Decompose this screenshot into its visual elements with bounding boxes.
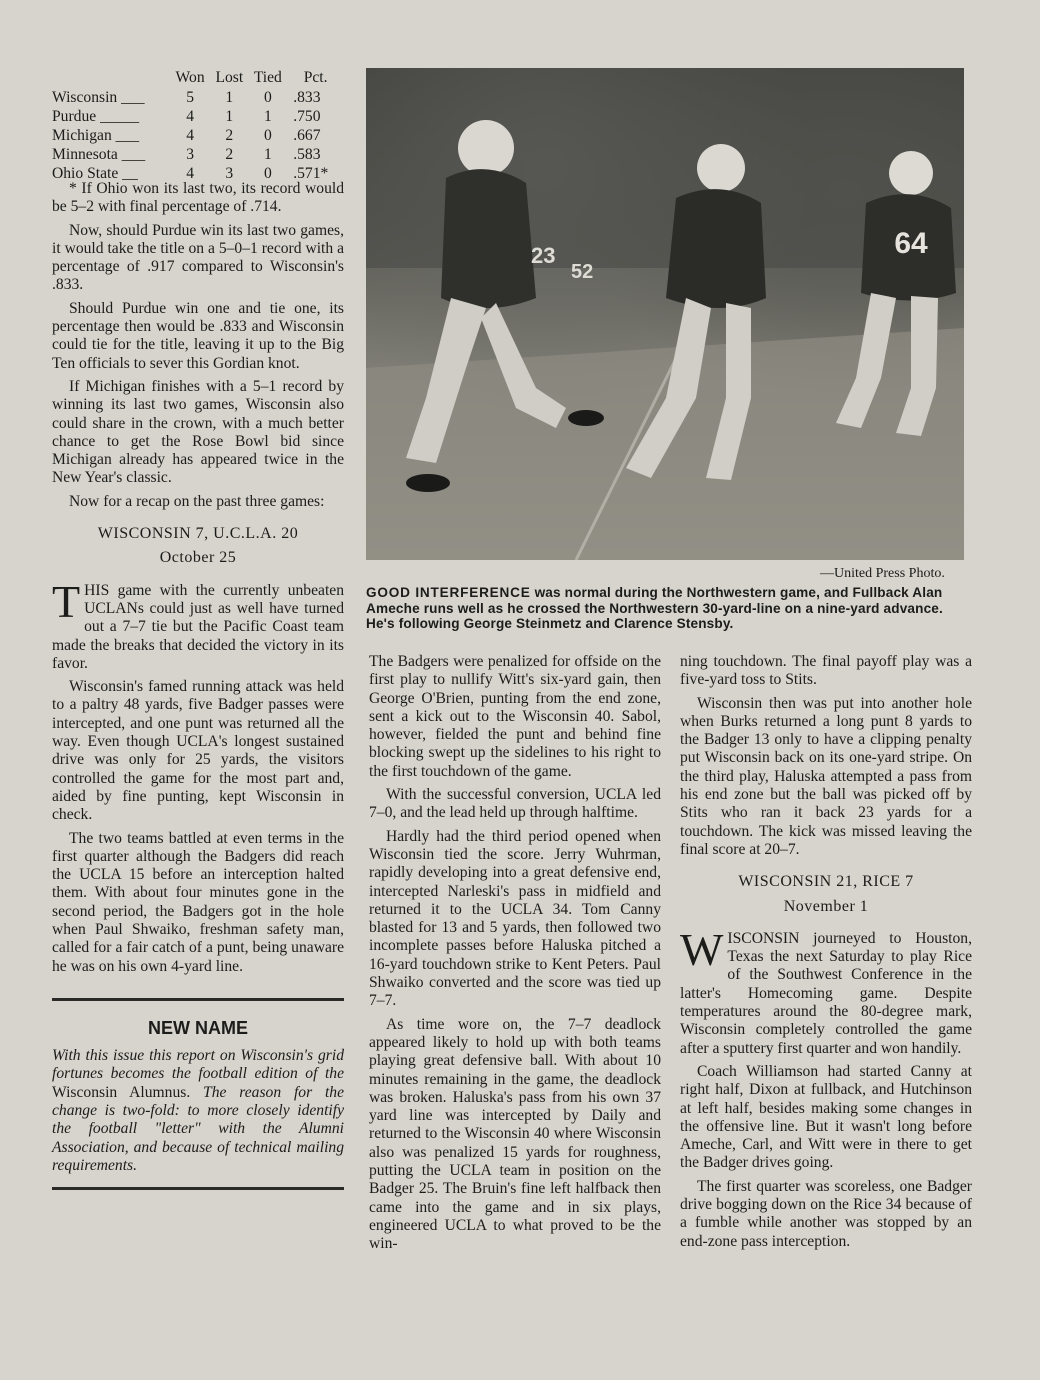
body-paragraph: Coach Williamson had started Canny at right half, Dixon at fullback, and Hutchinson at left half, besides making some changes in the offensive line. But it wasn't long before Ameche, Carl, and Witt were in there to get the Badger drives going. <box>680 1062 972 1172</box>
team-name: Wisconsin ___ <box>52 89 145 106</box>
col-header-won: Won <box>175 69 205 86</box>
divider-rule <box>52 998 344 1001</box>
tied-cell: 0 <box>263 89 272 106</box>
body-paragraph: With the successful conversion, UCLA led 7–0, and the lead held up through halftime. <box>369 786 661 822</box>
column-1 <box>52 180 344 1190</box>
lost-cell: 1 <box>225 108 234 125</box>
standings-table <box>52 68 344 183</box>
lost-cell: 1 <box>225 89 234 106</box>
column-2 <box>369 653 661 1259</box>
won-cell: 5 <box>186 89 194 106</box>
lost-cell: 3 <box>225 165 234 182</box>
col-header-tied: Tied <box>253 69 282 86</box>
standings-header-row <box>52 68 344 88</box>
caption-lead: GOOD INTERFERENCE <box>366 585 531 600</box>
body-paragraph: If Michigan finishes with a 5–1 record by winning its last two games, Wisconsin also could share in the crown, with a much better chance to get the Rose Bowl bid since Michigan already has appeared twice in the New Year's classic. <box>52 377 344 487</box>
pct-cell: .833 <box>293 89 321 106</box>
game-date: November 1 <box>783 897 869 915</box>
lost-cell: 2 <box>225 127 234 144</box>
table-row <box>52 88 344 107</box>
col-header-pct: Pct. <box>303 69 328 86</box>
body-paragraph: Wisconsin's famed running attack was held to a paltry 48 yards, five Badger passes were intercepted, and one punt was returned all the way. Even though UCLA's longest sustained drive was only for 25 yards, the visitors controlled the game for the most part and, aided by fine punting, kept Wisconsin in check. <box>52 678 344 824</box>
caption-text: was normal during the Northwestern game, and Fullback Alan Ameche runs well as he crossed the Northwestern 30-yard-line on a nine-yard advance. He's following George Steinmetz and Clarence Stensby. <box>366 585 943 632</box>
drop-cap: W <box>680 923 724 975</box>
tied-cell: 1 <box>263 108 272 125</box>
drop-cap: T <box>52 575 81 627</box>
won-cell: 4 <box>186 165 194 182</box>
tied-cell: 1 <box>263 146 272 163</box>
body-paragraph: ning touchdown. The final payoff play was a five-yard toss to Stits. <box>680 653 972 689</box>
note-text: The reason for the change is two-fold: to more closely identify the football "letter" with the Alumni Association, and because of technical mailing requirements. <box>52 1083 345 1174</box>
body-paragraph: The first quarter was scoreless, one Badger drive bogging down on the Rice 34 because of a fumble while another was stopped by an end-zone pass interception. <box>680 1177 972 1250</box>
table-row <box>52 126 344 145</box>
game-date: October 25 <box>159 549 237 567</box>
jersey-number: 64 <box>894 227 928 260</box>
column-3 <box>680 653 972 1256</box>
jersey-number: 23 <box>531 243 556 268</box>
pct-cell: .583 <box>293 146 321 163</box>
lead-paragraph <box>680 923 972 1058</box>
team-name: Ohio State __ <box>52 165 138 182</box>
won-cell: 3 <box>186 146 194 163</box>
table-row <box>52 107 344 126</box>
game-heading: WISCONSIN 7, U.C.L.A. 20 <box>97 525 299 543</box>
body-paragraph: Wisconsin then was put into another hole when Burks returned a long punt 8 yards to the Badger 13 only to have a clipping penalty put Wisconsin back on its one-yard stripe. On the third play, Haluska attempted a pass from his end zone but the ball was picked off by Stits who ran it back 23 yards for a touchdown. The kick was missed leaving the final score at 20–7. <box>680 694 972 858</box>
pct-cell: .750 <box>293 108 321 125</box>
football-photo <box>366 68 964 560</box>
team-name: Minnesota ___ <box>52 146 146 163</box>
photo-illustration <box>366 68 964 560</box>
body-paragraph: As time wore on, the 7–7 deadlock appeared likely to hold up with both teams playing great defensive ball. With about 10 minutes remaining in the game, the deadlock was broken. Haluska's pass from his own 37 yard line was intercepted by Daily and returned to the Wisconsin 40 where Wisconsin also was penalized 15 yards for roughness, putting the UCLA team in position on the Badger 25. The Bruin's fine left halfback then came into the game and in six plays, engineered UCLA to what proved to be the win- <box>369 1015 661 1253</box>
pct-cell: .667 <box>293 127 321 144</box>
divider-rule <box>52 1187 344 1190</box>
lead-paragraph <box>52 575 344 673</box>
publication-name: Wisconsin Alumnus. <box>52 1083 191 1101</box>
tied-cell: 0 <box>263 127 272 144</box>
body-paragraph: The two teams battled at even terms in the first quarter although the Badgers did reach the UCLA 15 before an interception halted them. With about four minutes gone in the second period, the Badgers got in the hole when Paul Shwaiko, freshman safety man, called for a fair catch of a punt, being unaware he was on his own 4-yard line. <box>52 829 344 975</box>
jersey-number: 52 <box>571 261 594 283</box>
tied-cell: 0 <box>263 165 272 182</box>
sidebar-note <box>52 1047 344 1175</box>
body-paragraph: Should Purdue win one and tie one, its percentage then would be .833 and Wisconsin could tie for the title, leaving it up to the Big Ten officials to sever this Gordian knot. <box>52 299 344 372</box>
body-paragraph: Hardly had the third period opened when Wisconsin tied the score. Jerry Wuhrman, rapidly developing into a great defensive end, intercepted Narleski's pass in midfield and returned it to the UCLA 34. Tom Canny blasted for 13 and 5 yards, then followed two incomplete passes before Haluska pitched a 16-yard touchdown strike to Kent Peters. Paul Shwaiko converted and the score was tied up 7–7. <box>369 827 661 1010</box>
lost-cell: 2 <box>225 146 234 163</box>
lead-text: HIS game with the currently unbeaten UCLANs could just as well have turned out a 7–7 tie but the Pacific Coast team made the breaks that decided the victory in its favor. <box>52 581 344 672</box>
table-row <box>52 145 344 164</box>
won-cell: 4 <box>186 127 194 144</box>
sidebar-title: NEW NAME <box>148 1017 248 1038</box>
body-paragraph: * If Ohio won its last two, its record would be 5–2 with final percentage of .714. <box>52 180 344 216</box>
col-header-lost: Lost <box>215 69 244 86</box>
team-name: Purdue _____ <box>52 108 140 125</box>
body-paragraph: Now for a recap on the past three games: <box>69 492 325 510</box>
photo-caption <box>366 585 968 632</box>
lead-text: ISCONSIN journeyed to Houston, Texas the next Saturday to play Rice of the Southwest Conference in the latter's Homecoming game. Despite temperatures around the 80-degree mark, Wisconsin completely controlled the game after a sputtery first quarter and won handily. <box>680 929 972 1057</box>
game-heading: WISCONSIN 21, RICE 7 <box>738 873 914 891</box>
note-text: With this issue this report on Wisconsin's grid fortunes becomes the football edition of the <box>52 1047 344 1083</box>
body-paragraph: The Badgers were penalized for offside on the first play to nullify Witt's six-yard gain, then George O'Brien, punting from the end zone, sent a kick out to the Wisconsin 40. Sabol, however, fielded the punt and behind fine blocking swept up the sidelines to his right to the first touchdown of the game. <box>369 653 661 780</box>
pct-cell: .571* <box>293 165 329 182</box>
team-name: Michigan ___ <box>52 127 140 144</box>
photo-credit: —United Press Photo. <box>820 566 945 581</box>
body-paragraph: Now, should Purdue win its last two games, it would take the title on a 5–0–1 record with a percentage of .917 compared to Wisconsin's .833. <box>52 221 344 294</box>
won-cell: 4 <box>186 108 194 125</box>
